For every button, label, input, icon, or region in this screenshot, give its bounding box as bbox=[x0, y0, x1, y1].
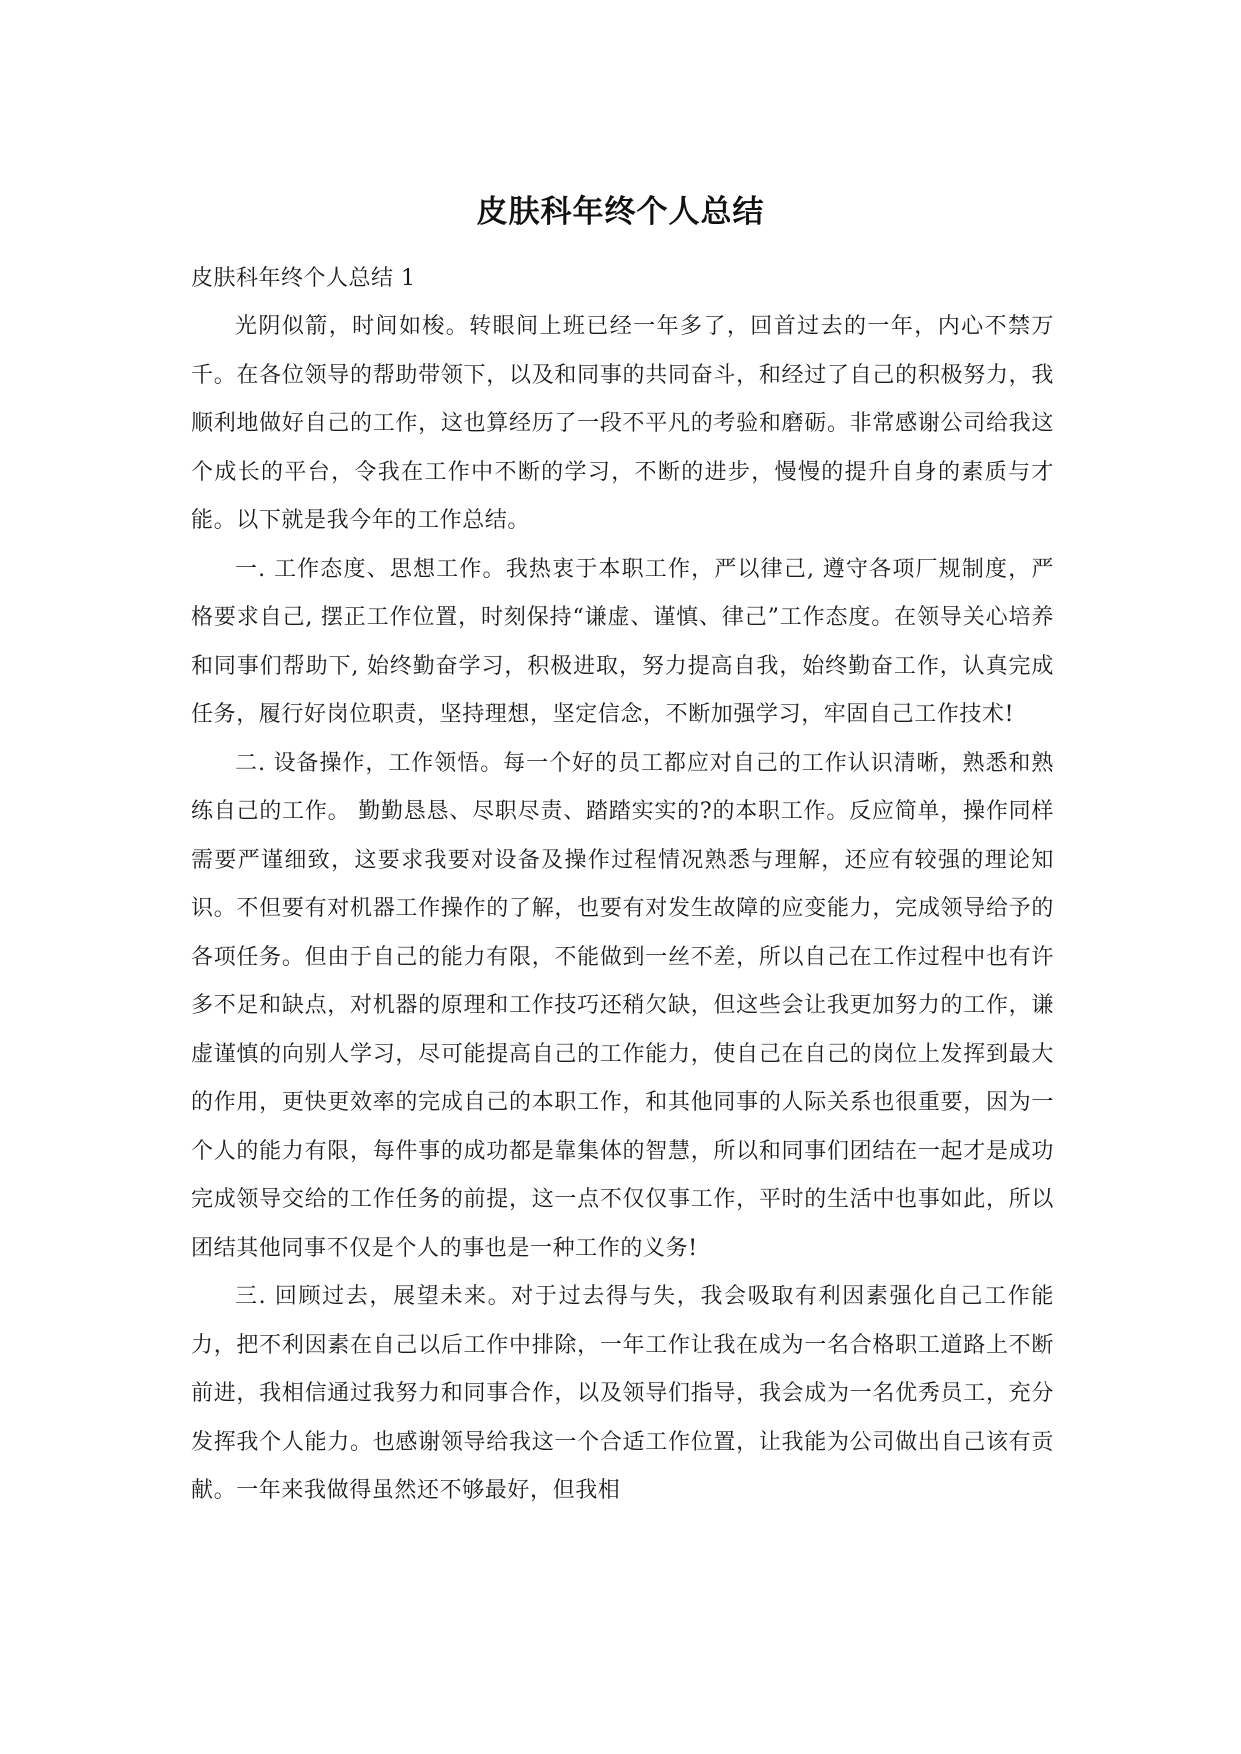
paragraph-intro: 光阴似箭，时间如梭。转眼间上班已经一年多了，回首过去的一年，内心不禁万千。在各位领导的帮助带领下，以及和同事的共同奋斗，和经过了自己的积极努力，我顺利地做好自己的工作，这也算经历了一段不平凡的考验和磨砺。非常感谢公司给我这个成长的平台，令我在工作中不断的学习，不断的进步，慢慢的提升自身的素质与才能。以下就是我今年的工作总结。 bbox=[191, 314, 1054, 533]
document-title: 皮肤科年终个人总结 bbox=[476, 194, 765, 230]
paragraph-equipment-operation: 二. 设备操作，工作领悟。每一个好的员工都应对自己的工作认识清晰，熟悉和熟练自己的工作。 勤勤恳恳、尽职尽责、踏踏实实的?的本职工作。反应简单，操作同样需要严谨细致，这要求我要对设备及操作过程情况熟悉与理解，还应有较强的理论知识。不但要有对机器工作操作的了解，也要有对发生故障的应变能力，完成领导给予的各项任务。但由于自己的能力有限，不能做到一丝不差，所以自己在工作过程中也有许多不足和缺点，对机器的原理和工作技巧还稍欠缺，但这些会让我更加努力的工作，谦虚谨慎的向别人学习，尽可能提高自己的工作能力，使自己在自己的岗位上发挥到最大的作用，更快更效率的完成自己的本职工作，和其他同事的人际关系也很重要，因为一个人的能力有限，每件事的成功都是靠集体的智慧，所以和同事们团结在一起才是成功完成领导交给的工作任务的前提，这一点不仅仅事工作，平时的生活中也事如此，所以团结其他同事不仅是个人的事也是一种工作的义务! bbox=[191, 750, 1054, 1261]
paragraph-review-outlook: 三. 回顾过去，展望未来。对于过去得与失，我会吸取有利因素强化自己工作能力，把不利因素在自己以后工作中排除，一年工作让我在成为一名合格职工道路上不断前进，我相信通过我努力和同事合作，以及领导们指导，我会成为一名优秀员工，充分发挥我个人能力。也感谢领导给我这一个合适工作位置，让我能为公司做出自己该有贡献。一年来我做得虽然还不够最好，但我相 bbox=[191, 1284, 1054, 1503]
paragraph-work-attitude: 一. 工作态度、思想工作。我热衷于本职工作，严以律己, 遵守各项厂规制度，严格要求自己, 摆正工作位置，时刻保持“谦虚、谨慎、律己”工作态度。在领导关心培养和同事们帮助下, 始终勤奋学习，积极进取，努力提高自我，始终勤奋工作，认真完成任务，履行好岗位职责，坚持理想，坚定信念，不断加强学习，牢固自己工作技术! bbox=[191, 556, 1054, 727]
document-body bbox=[191, 255, 1054, 1516]
section-heading: 皮肤科年终个人总结 1 bbox=[191, 266, 416, 291]
